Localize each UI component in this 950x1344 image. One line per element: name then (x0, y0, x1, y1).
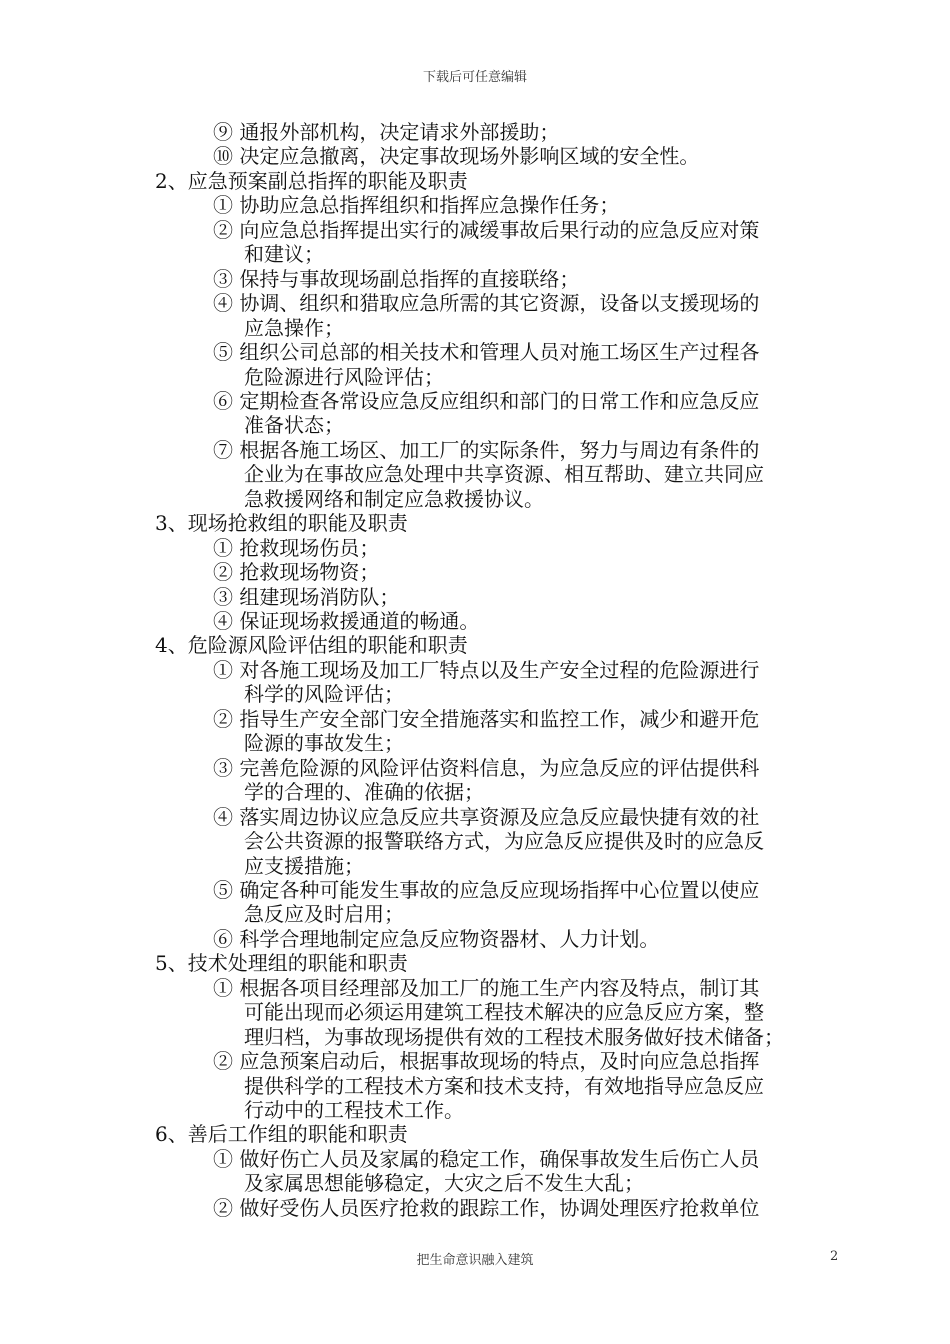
list-item-continuation: 急反应及时启用； (244, 902, 404, 927)
page-footer: 把生命意识融入建筑 (416, 1253, 534, 1268)
list-item: ⑥ 定期检查各常设应急反应组织和部门的日常工作和应急反应 (213, 388, 760, 413)
list-item-continuation: 可能出现而必须运用建筑工程技术解决的应急反应方案，整 (244, 1000, 764, 1025)
list-item: ② 向应急总指挥提出实行的减缓事故后果行动的应急反应对策 (213, 217, 760, 242)
list-item-continuation: 险源的事故发生； (244, 731, 404, 756)
list-item: ④ 保证现场救援通道的畅通。 (213, 609, 480, 633)
list-item: ① 对各施工现场及加工厂特点以及生产安全过程的危险源进行 (213, 657, 760, 682)
section-heading: 3、现场抢救组的职能及职责 (155, 511, 408, 536)
list-item: ② 抢救现场物资； (213, 560, 380, 585)
list-item-continuation: 准备状态； (244, 413, 344, 438)
list-item: ⑤ 组织公司总部的相关技术和管理人员对施工场区生产过程各 (213, 340, 760, 365)
list-item-continuation: 危险源进行风险评估； (244, 364, 444, 389)
list-item-continuation: 理归档，为事故现场提供有效的工程技术服务做好技术储备； (244, 1024, 784, 1049)
list-item: ③ 组建现场消防队； (213, 584, 400, 609)
list-item-continuation: 会公共资源的报警联络方式，为应急反应提供及时的应急反 (244, 829, 764, 854)
list-item: ② 指导生产安全部门安全措施落实和监控工作，减少和避开危 (213, 706, 760, 731)
page-header: 下载后可任意编辑 (422, 70, 527, 85)
list-item: ③ 完善危险源的风险评估资料信息，为应急反应的评估提供科 (213, 755, 760, 780)
list-item: ⑨ 通报外部机构，决定请求外部援助； (213, 120, 560, 144)
list-item-continuation: 急救援网络和制定应急救援协议。 (244, 486, 544, 511)
section-heading: 6、善后工作组的职能和职责 (155, 1122, 408, 1147)
list-item: ④ 协调、组织和猎取应急所需的其它资源，设备以支援现场的 (213, 291, 760, 316)
list-item: ① 根据各项目经理部及加工厂的施工生产内容及特点，制订其 (213, 975, 760, 1000)
section-heading: 5、技术处理组的职能和职责 (155, 951, 408, 976)
section-heading: 4、危险源风险评估组的职能和职责 (155, 633, 468, 658)
list-item-continuation: 提供科学的工程技术方案和技术支持，有效地指导应急反应 (244, 1073, 764, 1098)
list-item: ⑥ 科学合理地制定应急反应物资器材、人力计划。 (213, 926, 660, 951)
list-item-continuation: 应支援措施； (244, 853, 364, 878)
list-item-continuation: 及家属思想能够稳定，大灾之后不发生大乱； (244, 1171, 644, 1196)
list-item: ⑤ 确定各种可能发生事故的应急反应现场指挥中心位置以使应 (213, 877, 760, 902)
list-item-continuation: 和建议； (244, 242, 324, 267)
list-item-continuation: 行动中的工程技术工作。 (244, 1098, 464, 1122)
section-heading: 2、应急预案副总指挥的职能及职责 (155, 168, 468, 193)
list-item-continuation: 学的合理的、准确的依据； (244, 780, 484, 805)
list-item-continuation: 应急操作； (244, 315, 344, 340)
list-item: ⑦ 根据各施工场区、加工厂的实际条件，努力与周边有条件的 (213, 437, 760, 462)
list-item: ① 协助应急总指挥组织和指挥应急操作任务； (213, 193, 620, 218)
list-item: ① 抢救现场伤员； (213, 535, 380, 560)
list-item: ⑩ 决定应急撤离，决定事故现场外影响区域的安全性。 (213, 144, 700, 169)
list-item: ② 做好受伤人员医疗抢救的跟踪工作，协调处理医疗抢救单位 (213, 1195, 760, 1220)
list-item: ④ 落实周边协议应急反应共享资源及应急反应最快捷有效的社 (213, 804, 760, 829)
list-item: ③ 保持与事故现场副总指挥的直接联络； (213, 266, 580, 291)
list-item-continuation: 科学的风险评估； (244, 682, 404, 707)
list-item-continuation: 企业为在事故应急处理中共享资源、相互帮助、建立共同应 (244, 462, 764, 487)
list-item: ① 做好伤亡人员及家属的稳定工作，确保事故发生后伤亡人员 (213, 1146, 760, 1171)
page-number: 2 (830, 1249, 839, 1264)
list-item: ② 应急预案启动后，根据事故现场的特点，及时向应急总指挥 (213, 1049, 760, 1074)
